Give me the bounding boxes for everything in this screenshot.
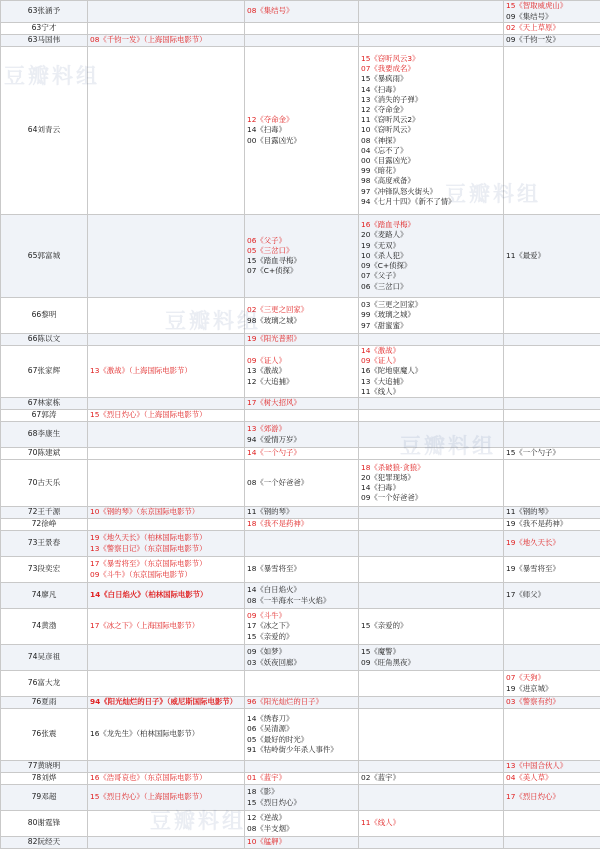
hundred-flowers-cell <box>504 583 600 609</box>
film-entry: 13《郊游》 <box>247 424 286 434</box>
table-row <box>1 346 600 398</box>
hundred-flowers-cell <box>504 645 600 671</box>
film-entry: 14《激战》 <box>361 346 400 355</box>
table-row <box>1 422 600 448</box>
film-entry: 17《树大招风》 <box>247 398 301 408</box>
hk-film-award-cell <box>359 507 504 519</box>
film-entry: 05《三岔口》 <box>247 245 294 255</box>
hundred-flowers-cell <box>504 531 600 557</box>
festival-cell <box>88 215 245 298</box>
hundred-flowers-cell <box>504 811 600 837</box>
festival-cell <box>88 410 245 422</box>
film-entry: 10《钢的琴》（东京国际电影节） <box>90 507 200 517</box>
festival-cell <box>88 531 245 557</box>
film-entry: 11《钢的琴》 <box>247 507 294 517</box>
hk-film-award-cell <box>359 557 504 583</box>
film-entry: 99《暗花》 <box>361 166 400 176</box>
table-row <box>1 811 600 837</box>
festival-cell <box>88 811 245 837</box>
film-entry: 20《犯罪现场》 <box>361 472 415 482</box>
hundred-flowers-cell <box>504 410 600 422</box>
film-entry: 05《最好的时光》 <box>247 734 309 744</box>
table-row <box>1 460 600 507</box>
film-entry: 03《妖夜回廊》 <box>247 657 301 667</box>
film-entry: 08《一半海水一半火焰》 <box>247 595 331 605</box>
film-entry: 09《一个好爸爸》 <box>361 493 423 503</box>
film-entry: 08《神探》 <box>361 135 400 145</box>
hk-film-award-cell <box>359 410 504 422</box>
film-entry: 12《夺命金》 <box>361 104 408 114</box>
hk-award-cell <box>245 215 359 298</box>
hundred-flowers-cell <box>504 35 600 47</box>
film-entry: 11《钢的琴》 <box>506 507 553 517</box>
hundred-flowers-cell <box>504 785 600 811</box>
actor-name: 63宁才 <box>1 23 88 35</box>
actor-name: 73王景春 <box>1 531 88 557</box>
hk-film-award-cell <box>359 1 504 23</box>
film-entry: 14《绣春刀》 <box>247 714 294 724</box>
film-entry: 11《线人》 <box>361 818 400 828</box>
table-row <box>1 773 600 785</box>
table-row <box>1 23 600 35</box>
film-entry: 94《爱情万岁》 <box>247 434 301 444</box>
film-entry: 19《地久天长》 <box>506 538 560 548</box>
hundred-flowers-cell <box>504 709 600 761</box>
hundred-flowers-cell <box>504 837 600 849</box>
actor-name: 70古天乐 <box>1 460 88 507</box>
film-entry: 19《地久天长》（柏林国际电影节） <box>90 533 207 543</box>
hundred-flowers-cell <box>504 23 600 35</box>
hundred-flowers-cell <box>504 448 600 460</box>
festival-cell <box>88 346 245 398</box>
film-entry: 08《千钧一发》（上海国际电影节） <box>90 35 207 45</box>
film-entry: 15《踏血寻梅》 <box>247 256 301 265</box>
actor-name: 77黄晓明 <box>1 761 88 773</box>
film-entry: 91《牯岭街少年杀人事件》 <box>247 744 338 754</box>
table-row <box>1 609 600 645</box>
film-entry: 01《蓝宇》 <box>247 773 286 783</box>
festival-cell <box>88 519 245 531</box>
hk-film-award-cell <box>359 398 504 410</box>
film-entry: 13《警察日记》（东京国际电影节） <box>90 543 207 553</box>
table-row <box>1 507 600 519</box>
film-entry: 02《蓝宇》 <box>361 773 400 783</box>
hk-award-cell <box>245 1 359 23</box>
festival-cell <box>88 23 245 35</box>
hk-film-award-cell <box>359 671 504 697</box>
table-row <box>1 298 600 334</box>
hk-award-cell <box>245 697 359 709</box>
table-row <box>1 761 600 773</box>
film-entry: 18《杀破狼·贪狼》 <box>361 462 425 472</box>
film-entry: 97《甜蜜蜜》 <box>361 320 408 330</box>
film-entry: 06《吴清源》 <box>247 724 294 734</box>
film-entry: 19《阳光普照》 <box>247 334 301 344</box>
festival-cell <box>88 507 245 519</box>
film-entry: 10《窃听风云》 <box>361 125 415 135</box>
actor-name: 63马国伟 <box>1 35 88 47</box>
film-entry: 15《烈日灼心》（上海国际电影节） <box>90 410 207 420</box>
film-entry: 14《一个勺子》 <box>247 448 301 458</box>
festival-cell <box>88 583 245 609</box>
actor-name: 65郭富城 <box>1 215 88 298</box>
film-entry: 99《玻璃之城》 <box>361 310 415 320</box>
hk-film-award-cell <box>359 697 504 709</box>
hk-award-cell <box>245 507 359 519</box>
hk-award-cell <box>245 35 359 47</box>
film-entry: 94《七月十四》《新不了情》 <box>361 196 456 206</box>
actor-name: 67郭涛 <box>1 410 88 422</box>
hk-film-award-cell <box>359 609 504 645</box>
table-row <box>1 1 600 23</box>
film-entry: 06《父子》 <box>247 235 286 245</box>
festival-cell <box>88 837 245 849</box>
hk-film-award-cell <box>359 761 504 773</box>
hk-award-cell <box>245 773 359 785</box>
festival-cell <box>88 1 245 23</box>
festival-cell <box>88 609 245 645</box>
film-entry: 00《目露凶光》 <box>247 135 301 145</box>
film-entry: 00《目露凶光》 <box>361 156 415 165</box>
table-row <box>1 583 600 609</box>
table-body <box>1 1 600 849</box>
hundred-flowers-cell <box>504 773 600 785</box>
table-row <box>1 215 600 298</box>
actor-name: 80谢霆锋 <box>1 811 88 837</box>
hk-award-cell <box>245 23 359 35</box>
festival-cell <box>88 557 245 583</box>
film-entry: 13《中国合伙人》 <box>506 761 568 771</box>
hundred-flowers-cell <box>504 697 600 709</box>
hundred-flowers-cell <box>504 334 600 346</box>
hk-award-cell <box>245 785 359 811</box>
film-entry: 98《高度戒备》 <box>361 176 415 186</box>
film-entry: 09《C+侦探》 <box>361 261 412 271</box>
hundred-flowers-cell <box>504 507 600 519</box>
hk-award-cell <box>245 531 359 557</box>
film-entry: 03《三更之回家》 <box>361 300 423 310</box>
hk-award-cell <box>245 334 359 346</box>
actor-name: 74廖凡 <box>1 583 88 609</box>
table-row <box>1 671 600 697</box>
film-entry: 07《父子》 <box>361 271 400 281</box>
table-row <box>1 709 600 761</box>
film-entry: 09《斗牛》 <box>247 611 286 621</box>
film-entry: 96《阳光灿烂的日子》 <box>247 697 323 707</box>
hk-film-award-cell <box>359 346 504 398</box>
hk-award-cell <box>245 583 359 609</box>
table-row <box>1 697 600 709</box>
actor-name: 70陈建斌 <box>1 448 88 460</box>
hk-film-award-cell <box>359 519 504 531</box>
film-entry: 16《陀地驱魔人》 <box>361 366 423 376</box>
film-entry: 15《暴疯雨》 <box>361 74 408 84</box>
film-entry: 17《冰之下》（上海国际电影节） <box>90 621 200 631</box>
hk-award-cell <box>245 298 359 334</box>
film-entry: 09《证人》 <box>361 356 400 366</box>
hk-film-award-cell <box>359 448 504 460</box>
film-entry: 09《斗牛》（东京国际电影节） <box>90 569 192 579</box>
festival-cell <box>88 448 245 460</box>
hundred-flowers-cell <box>504 47 600 215</box>
actor-name: 72徐峥 <box>1 519 88 531</box>
actor-name: 66陈以文 <box>1 334 88 346</box>
hk-award-cell <box>245 761 359 773</box>
film-entry: 15《一个勺子》 <box>506 448 560 458</box>
film-entry: 02《天上草原》 <box>506 23 560 33</box>
festival-cell <box>88 460 245 507</box>
table-row <box>1 785 600 811</box>
actor-name: 67张家辉 <box>1 346 88 398</box>
festival-cell <box>88 761 245 773</box>
hk-award-cell <box>245 557 359 583</box>
film-entry: 98《玻璃之城》 <box>247 315 301 325</box>
film-entry: 04《美人草》 <box>506 773 553 783</box>
film-entry: 16《浩哥哀也》（东京国际电影节） <box>90 773 207 783</box>
hk-award-cell <box>245 609 359 645</box>
film-entry: 18《影》 <box>247 787 279 797</box>
film-entry: 10《艋舺》 <box>247 837 286 847</box>
table-row <box>1 398 600 410</box>
festival-cell <box>88 422 245 448</box>
film-entry: 03《警察有约》 <box>506 697 560 707</box>
film-entry: 13《激战》 <box>247 366 286 376</box>
film-entry: 14《扫毒》 <box>361 483 400 493</box>
hk-award-cell <box>245 811 359 837</box>
film-entry: 14《扫毒》 <box>247 125 286 135</box>
table-row <box>1 410 600 422</box>
film-entry: 16《踏血寻梅》 <box>361 220 415 230</box>
hk-film-award-cell <box>359 35 504 47</box>
actor-name: 66黎明 <box>1 298 88 334</box>
film-entry: 94《阳光灿烂的日子》（威尼斯国际电影节） <box>90 697 238 707</box>
table-row <box>1 557 600 583</box>
hk-film-award-cell <box>359 583 504 609</box>
film-entry: 19《进京城》 <box>506 683 553 693</box>
film-entry: 18《暴雪将至》 <box>247 564 301 574</box>
actor-name: 73段奕宏 <box>1 557 88 583</box>
hk-film-award-cell <box>359 298 504 334</box>
hk-award-cell <box>245 410 359 422</box>
actor-name: 82阮经天 <box>1 837 88 849</box>
film-entry: 17《冰之下》 <box>247 621 294 631</box>
film-entry: 08《一个好爸爸》 <box>247 477 309 487</box>
hundred-flowers-cell <box>504 557 600 583</box>
hk-award-cell <box>245 448 359 460</box>
watermark-text: 豆瓣料组 <box>165 309 261 333</box>
table-row <box>1 645 600 671</box>
actor-name: 64刘青云 <box>1 47 88 215</box>
film-entry: 14《扫毒》 <box>361 84 400 94</box>
film-entry: 19《暴雪将至》 <box>506 564 560 574</box>
actor-name: 79邓超 <box>1 785 88 811</box>
hk-film-award-cell <box>359 837 504 849</box>
hundred-flowers-cell <box>504 298 600 334</box>
hk-film-award-cell <box>359 773 504 785</box>
festival-cell <box>88 773 245 785</box>
film-entry: 04《忘不了》 <box>361 145 408 155</box>
actor-name: 67林家栋 <box>1 398 88 410</box>
film-entry: 09《旺角黑夜》 <box>361 657 415 667</box>
film-entry: 09《证人》 <box>247 356 286 366</box>
film-entry: 09《如梦》 <box>247 647 286 657</box>
table-row <box>1 519 600 531</box>
hk-film-award-cell <box>359 811 504 837</box>
film-entry: 15《烈日灼心》 <box>247 797 301 807</box>
hundred-flowers-cell <box>504 215 600 298</box>
film-entry: 13《消失的子弹》 <box>361 94 423 104</box>
actor-name: 74吴彦祖 <box>1 645 88 671</box>
festival-cell <box>88 398 245 410</box>
film-entry: 20《麦路人》 <box>361 230 408 240</box>
film-entry: 02《三更之回家》 <box>247 305 309 315</box>
hk-award-cell <box>245 645 359 671</box>
film-entry: 12《逆战》 <box>247 813 286 823</box>
festival-cell <box>88 671 245 697</box>
film-entry: 17《师父》 <box>506 590 545 600</box>
film-entry: 11《最爱》 <box>506 250 545 260</box>
festival-cell <box>88 35 245 47</box>
film-entry: 14《白日焰火》（柏林国际电影节） <box>90 590 208 600</box>
actor-name: 78刘烨 <box>1 773 88 785</box>
watermark-text: 豆瓣料组 <box>445 182 541 206</box>
hk-award-cell <box>245 837 359 849</box>
table-row <box>1 531 600 557</box>
hk-film-award-cell <box>359 422 504 448</box>
film-entry: 14《白日焰火》 <box>247 585 301 595</box>
film-entry: 11《窃听风云2》 <box>361 115 420 125</box>
film-entry: 09《千钧一发》 <box>506 35 560 45</box>
hk-film-award-cell <box>359 531 504 557</box>
film-entry: 15《智取威虎山》 <box>506 1 568 11</box>
hk-film-award-cell <box>359 215 504 298</box>
film-entry: 12《大追捕》 <box>247 376 294 386</box>
hundred-flowers-cell <box>504 609 600 645</box>
watermark-text: 豆瓣料组 <box>4 64 100 88</box>
table-row <box>1 837 600 849</box>
watermark-text: 豆瓣料组 <box>150 809 246 833</box>
hk-award-cell <box>245 709 359 761</box>
hk-award-cell <box>245 47 359 215</box>
film-entry: 15《烈日灼心》（上海国际电影节） <box>90 792 207 802</box>
film-entry: 13《大追捕》 <box>361 376 408 386</box>
table-row <box>1 448 600 460</box>
hk-award-cell <box>245 346 359 398</box>
film-entry: 08《半支烟》 <box>247 823 294 833</box>
film-entry: 12《夺命金》 <box>247 115 294 125</box>
film-entry: 09《集结号》 <box>506 11 553 21</box>
film-entry: 15《亲爱的》 <box>247 631 294 641</box>
film-entry: 16《龙先生》（柏林国际电影节） <box>90 729 200 739</box>
festival-cell <box>88 298 245 334</box>
film-entry: 07《我要成名》 <box>361 64 415 74</box>
film-entry: 19《无双》 <box>361 240 400 250</box>
hk-film-award-cell <box>359 334 504 346</box>
film-entry: 11《线人》 <box>361 386 400 396</box>
film-entry: 13《激战》（上海国际电影节） <box>90 366 192 376</box>
table-row <box>1 334 600 346</box>
actor-name: 63张涵予 <box>1 1 88 23</box>
hundred-flowers-cell <box>504 398 600 410</box>
hundred-flowers-cell <box>504 761 600 773</box>
film-entry: 17《暴雪将至》（东京国际电影节） <box>90 559 207 569</box>
hk-film-award-cell <box>359 47 504 215</box>
festival-cell <box>88 645 245 671</box>
film-entry: 97《冲锋队怒火街头》 <box>361 186 437 196</box>
film-entry: 07《C+侦探》 <box>247 266 298 276</box>
hk-film-award-cell <box>359 785 504 811</box>
hk-film-award-cell <box>359 23 504 35</box>
actor-name: 72王千源 <box>1 507 88 519</box>
actor-name: 76富大龙 <box>1 671 88 697</box>
actor-name: 76张震 <box>1 709 88 761</box>
festival-cell <box>88 47 245 215</box>
hundred-flowers-cell <box>504 519 600 531</box>
film-entry: 17《烈日灼心》 <box>506 792 560 802</box>
hundred-flowers-cell <box>504 422 600 448</box>
film-entry: 06《三岔口》 <box>361 281 408 291</box>
table-row <box>1 35 600 47</box>
hk-award-cell <box>245 460 359 507</box>
hk-film-award-cell <box>359 645 504 671</box>
hk-film-award-cell <box>359 709 504 761</box>
festival-cell <box>88 697 245 709</box>
actor-name: 68李康生 <box>1 422 88 448</box>
film-entry: 10《杀人犯》 <box>361 250 408 260</box>
festival-cell <box>88 709 245 761</box>
hundred-flowers-cell <box>504 346 600 398</box>
hundred-flowers-cell <box>504 460 600 507</box>
table-row <box>1 47 600 215</box>
film-entry: 08《集结号》 <box>247 6 294 16</box>
film-entry: 07《天狗》 <box>506 673 545 683</box>
hundred-flowers-cell <box>504 1 600 23</box>
film-entry: 19《我不是药神》 <box>506 519 568 529</box>
film-entry: 15《亲爱的》 <box>361 621 408 631</box>
hundred-flowers-cell <box>504 671 600 697</box>
hk-award-cell <box>245 519 359 531</box>
hk-award-cell <box>245 422 359 448</box>
film-entry: 15《魔警》 <box>361 647 400 657</box>
hk-film-award-cell <box>359 460 504 507</box>
actor-name: 76夏雨 <box>1 697 88 709</box>
hk-award-cell <box>245 398 359 410</box>
festival-cell <box>88 785 245 811</box>
actor-name: 74黄渤 <box>1 609 88 645</box>
festival-cell <box>88 334 245 346</box>
film-entry: 15《窃听风云3》 <box>361 53 420 63</box>
hk-award-cell <box>245 671 359 697</box>
film-entry: 18《我不是药神》 <box>247 519 309 529</box>
